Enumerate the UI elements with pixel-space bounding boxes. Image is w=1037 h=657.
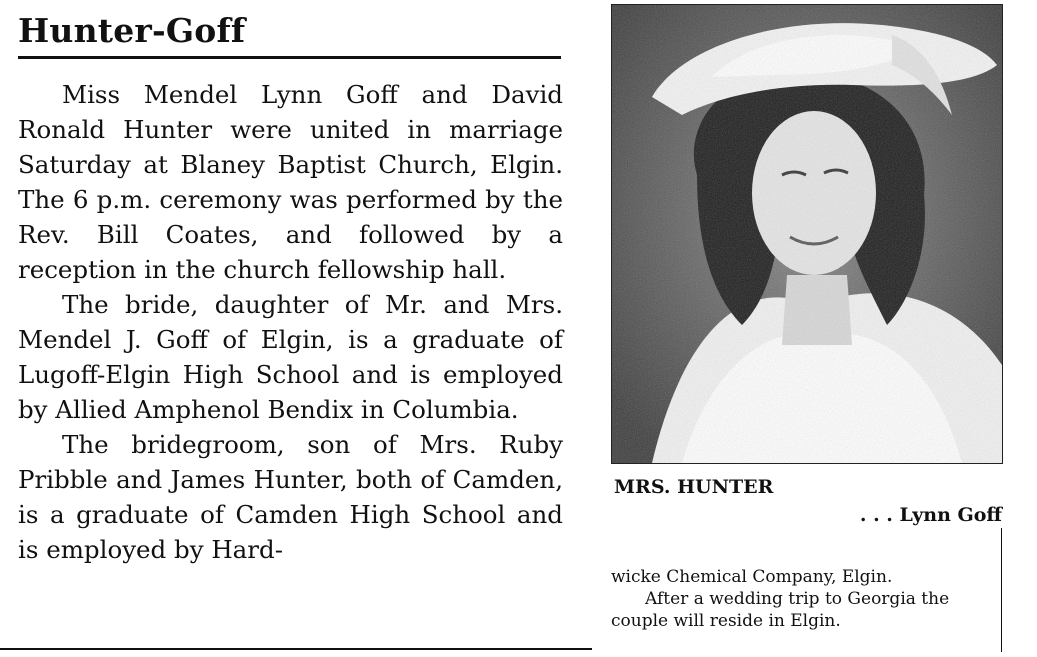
- continuation-line-1: wicke Chemical Company, Elgin.: [611, 567, 893, 587]
- paragraph-1: Miss Mendel Lynn Goff and David Ronald Hunter were united in marriage Saturday at Blaney Baptist Church, Elgin. The 6 p.m. ceremony was performed by the Rev. Bill Coates, and followed by a reception in the church fellowship hall.: [18, 80, 563, 284]
- article-left-column: [18, 8, 563, 567]
- photo-caption-name: MRS. HUNTER: [614, 476, 774, 498]
- photo-credit: . . . Lynn Goff: [859, 504, 1002, 526]
- paragraph-3: The bridegroom, son of Mrs. Ruby Pribble and James Hunter, both of Camden, is a graduate of Camden High School and is employed by Hard-: [18, 430, 563, 564]
- bride-portrait-image: [612, 5, 1002, 463]
- article-continuation: [611, 566, 1003, 632]
- paragraph-2: The bride, daughter of Mr. and Mrs. Mendel J. Goff of Elgin, is a graduate of Lugoff-Elgin High School and is employed by Allied Amphenol Bendix in Columbia.: [18, 290, 563, 424]
- headline-rule: [18, 56, 561, 59]
- continuation-paragraph: After a wedding trip to Georgia the couple will reside in Elgin.: [611, 589, 950, 631]
- bride-photo: [611, 4, 1003, 464]
- bottom-rule: [0, 648, 592, 650]
- headline: Hunter-Goff: [18, 11, 246, 50]
